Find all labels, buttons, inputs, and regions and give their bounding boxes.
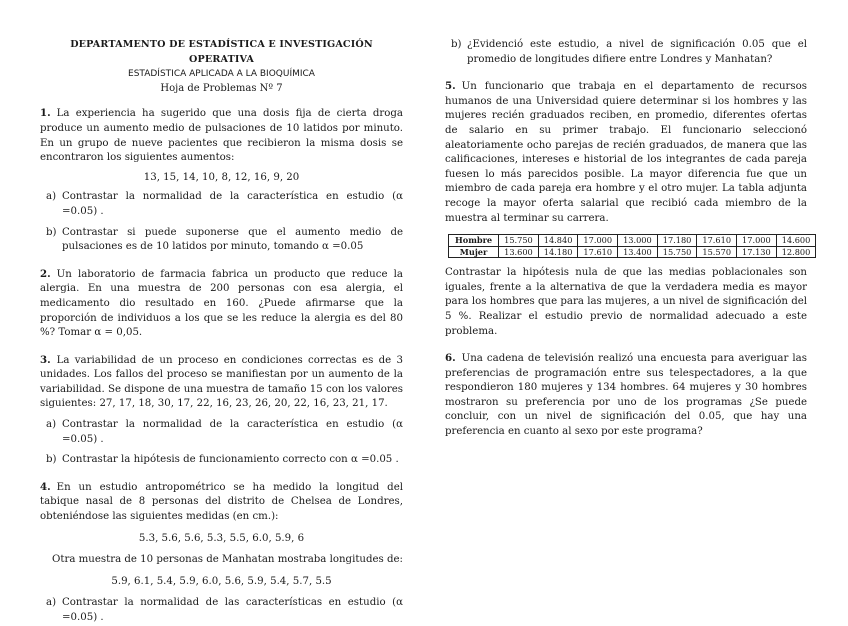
salary-table xyxy=(448,234,816,258)
table-row xyxy=(449,246,816,258)
table-cell: 14.600 xyxy=(776,235,816,247)
right-column xyxy=(445,38,811,440)
item-text: Contrastar la normalidad de la característica en estudio (α =0.05) . xyxy=(62,191,403,217)
problem-4-data-1: 5.3, 5.6, 5.6, 5.3, 5.5, 6.0, 5.9, 6 xyxy=(138,532,305,544)
problem-number: 3. xyxy=(40,353,51,366)
table-row-header: Mujer xyxy=(449,246,499,258)
problem-text: Un funcionario que trabaja en el departamento de recursos humanos de una Universidad quiere determinar si los hombres y las mujeres recién graduados reciben, en promedio, diferentes ofertas de salario en su primer trabajo. El funcionario seleccionó aleatoriamente ocho parejas de recién graduados, de manera que las calificaciones, intereses e historial de los integrantes de cada pareja fuesen lo más parecidos posible. La mayor diferencia fue que un miembro de cada pareja era hombre y el otro mujer. La tabla adjunta recoge la mayor oferta salarial que recibió cada miembro de la muestra al terminar su carrera. xyxy=(445,81,807,224)
problem-text: Una cadena de televisión realizó una encuesta para averiguar las preferencias de programación entre sus telespectadores, a la que respondieron 180 mujeres y 134 hombres. 64 mujeres y 30 hombres mostraron su preferencia por uno de los programas ¿Se puede concluir, con un nivel de significación del 0.05, que hay una preferencia en cuanto al sexo por este programa? xyxy=(445,353,807,438)
problem-text: En un estudio antropométrico se ha medido la longitud del tabique nasal de 8 personas del distrito de Chelsea de Londres, obteniéndose las siguientes medidas (en cm.): xyxy=(40,481,403,523)
table-cell: 15.750 xyxy=(657,246,697,258)
table-cell: 12.800 xyxy=(776,246,816,258)
problem-4-part-b xyxy=(445,38,807,67)
table-cell: 13.000 xyxy=(618,235,658,247)
problem-text: Un laboratorio de farmacia fabrica un producto que reduce la alergia. En una muestra de 200 personas con esa alergia, el medicamento dio resultado en 160. ¿Puede afirmarse que la proporción de individuos a los que se les reduce la alergia es del 80 %? Tomar α = 0,05. xyxy=(40,268,403,339)
item-label: a) xyxy=(46,597,57,609)
table-row-header: Hombre xyxy=(449,235,499,247)
item-text: Contrastar la normalidad de las características en estudio (α =0.05) . xyxy=(62,597,403,623)
problem-2 xyxy=(40,267,403,341)
problem-number: 5. xyxy=(445,80,456,93)
department-title: DEPARTAMENTO DE ESTADÍSTICA E INVESTIGACIÓN OPERATIVA xyxy=(70,39,373,65)
table-cell: 17.610 xyxy=(697,235,737,247)
problem-number: 6. xyxy=(445,352,456,365)
item-text: Contrastar si puede suponerse que el aumento medio de pulsaciones es de 10 latidos por minuto, tomando α =0.05 xyxy=(62,226,403,253)
problem-4 xyxy=(40,480,403,525)
table-cell: 13.400 xyxy=(618,246,658,258)
problem-text: La experiencia ha sugerido que una dosis fija de cierta droga produce un aumento medio de pulsaciones de 10 latidos por minuto. En un grupo de nueve pacientes que recibieron la misma dosis se encontraron los siguientes aumentos: xyxy=(40,108,403,164)
problem-4-part-a xyxy=(40,596,403,625)
problem-number: 1. xyxy=(40,107,51,120)
table-cell: 17.610 xyxy=(578,246,618,258)
table-row xyxy=(449,235,816,247)
problem-number: 2. xyxy=(40,267,51,280)
problem-1 xyxy=(40,106,403,165)
course-title: ESTADÍSTICA APLICADA A LA BIOQUÍMICA xyxy=(128,69,315,80)
problem-3 xyxy=(40,353,403,412)
problem-6 xyxy=(445,351,807,440)
item-label: b) xyxy=(451,39,462,50)
table-cell: 14.180 xyxy=(538,246,578,258)
problem-number: 4. xyxy=(40,480,51,493)
problem-1-part-a xyxy=(40,190,403,219)
item-label: b) xyxy=(46,454,57,466)
table-cell: 17.000 xyxy=(737,235,777,247)
left-column xyxy=(40,38,403,626)
item-text: ¿Evidenció este estudio, a nivel de significación 0.05 que el promedio de longitudes difiere entre Londres y Manhatan? xyxy=(467,39,807,65)
problem-4-data-2: 5.9, 6.1, 5.4, 5.9, 6.0, 5.6, 5.9, 5.4, 5.7, 5.5 xyxy=(111,575,332,587)
item-label: a) xyxy=(46,191,57,203)
problem-5-question: Contrastar la hipótesis nula de que las medias poblacionales son iguales, frente a la alternativa de que la verdadera media es mayor para los hombres que para las mujeres, a un nivel de significación del 5 %. Realizar el estudio previo de normalidad adecuado a este problema. xyxy=(445,267,807,337)
table-cell: 14.840 xyxy=(538,235,578,247)
table-cell: 15.750 xyxy=(499,235,539,247)
problem-text: La variabilidad de un proceso en condiciones correctas es de 3 unidades. Los fallos del proceso se manifiestan por un aumento de la variabilidad. Se dispone de una muestra de tamaño 15 con los valores siguientes: 27, 17, 18, 30, 17, 22, 16, 23, 26, 20, 22, 16, 23, 21, 17. xyxy=(40,354,403,410)
table-cell: 13.600 xyxy=(499,246,539,258)
problem-4-mid-text: Otra muestra de 10 personas de Manhatan mostraba longitudes de: xyxy=(52,554,403,566)
problem-3-part-b xyxy=(40,453,403,468)
table-cell: 17.000 xyxy=(578,235,618,247)
problem-1-part-b xyxy=(40,226,403,255)
table-cell: 17.130 xyxy=(737,246,777,258)
item-label: b) xyxy=(46,226,57,238)
sheet-title: Hoja de Problemas Nº 7 xyxy=(160,82,283,94)
item-text: Contrastar la normalidad de la característica en estudio (α =0.05) . xyxy=(62,419,403,445)
problem-1-data: 13, 15, 14, 10, 8, 12, 16, 9, 20 xyxy=(143,171,300,183)
problem-3-part-a xyxy=(40,418,403,447)
item-label: a) xyxy=(46,419,57,431)
document-header xyxy=(40,38,403,96)
table-cell: 15.570 xyxy=(697,246,737,258)
item-text: Contrastar la hipótesis de funcionamiento correcto con α =0.05 . xyxy=(62,454,399,466)
problem-5 xyxy=(445,79,807,226)
table-cell: 17.180 xyxy=(657,235,697,247)
